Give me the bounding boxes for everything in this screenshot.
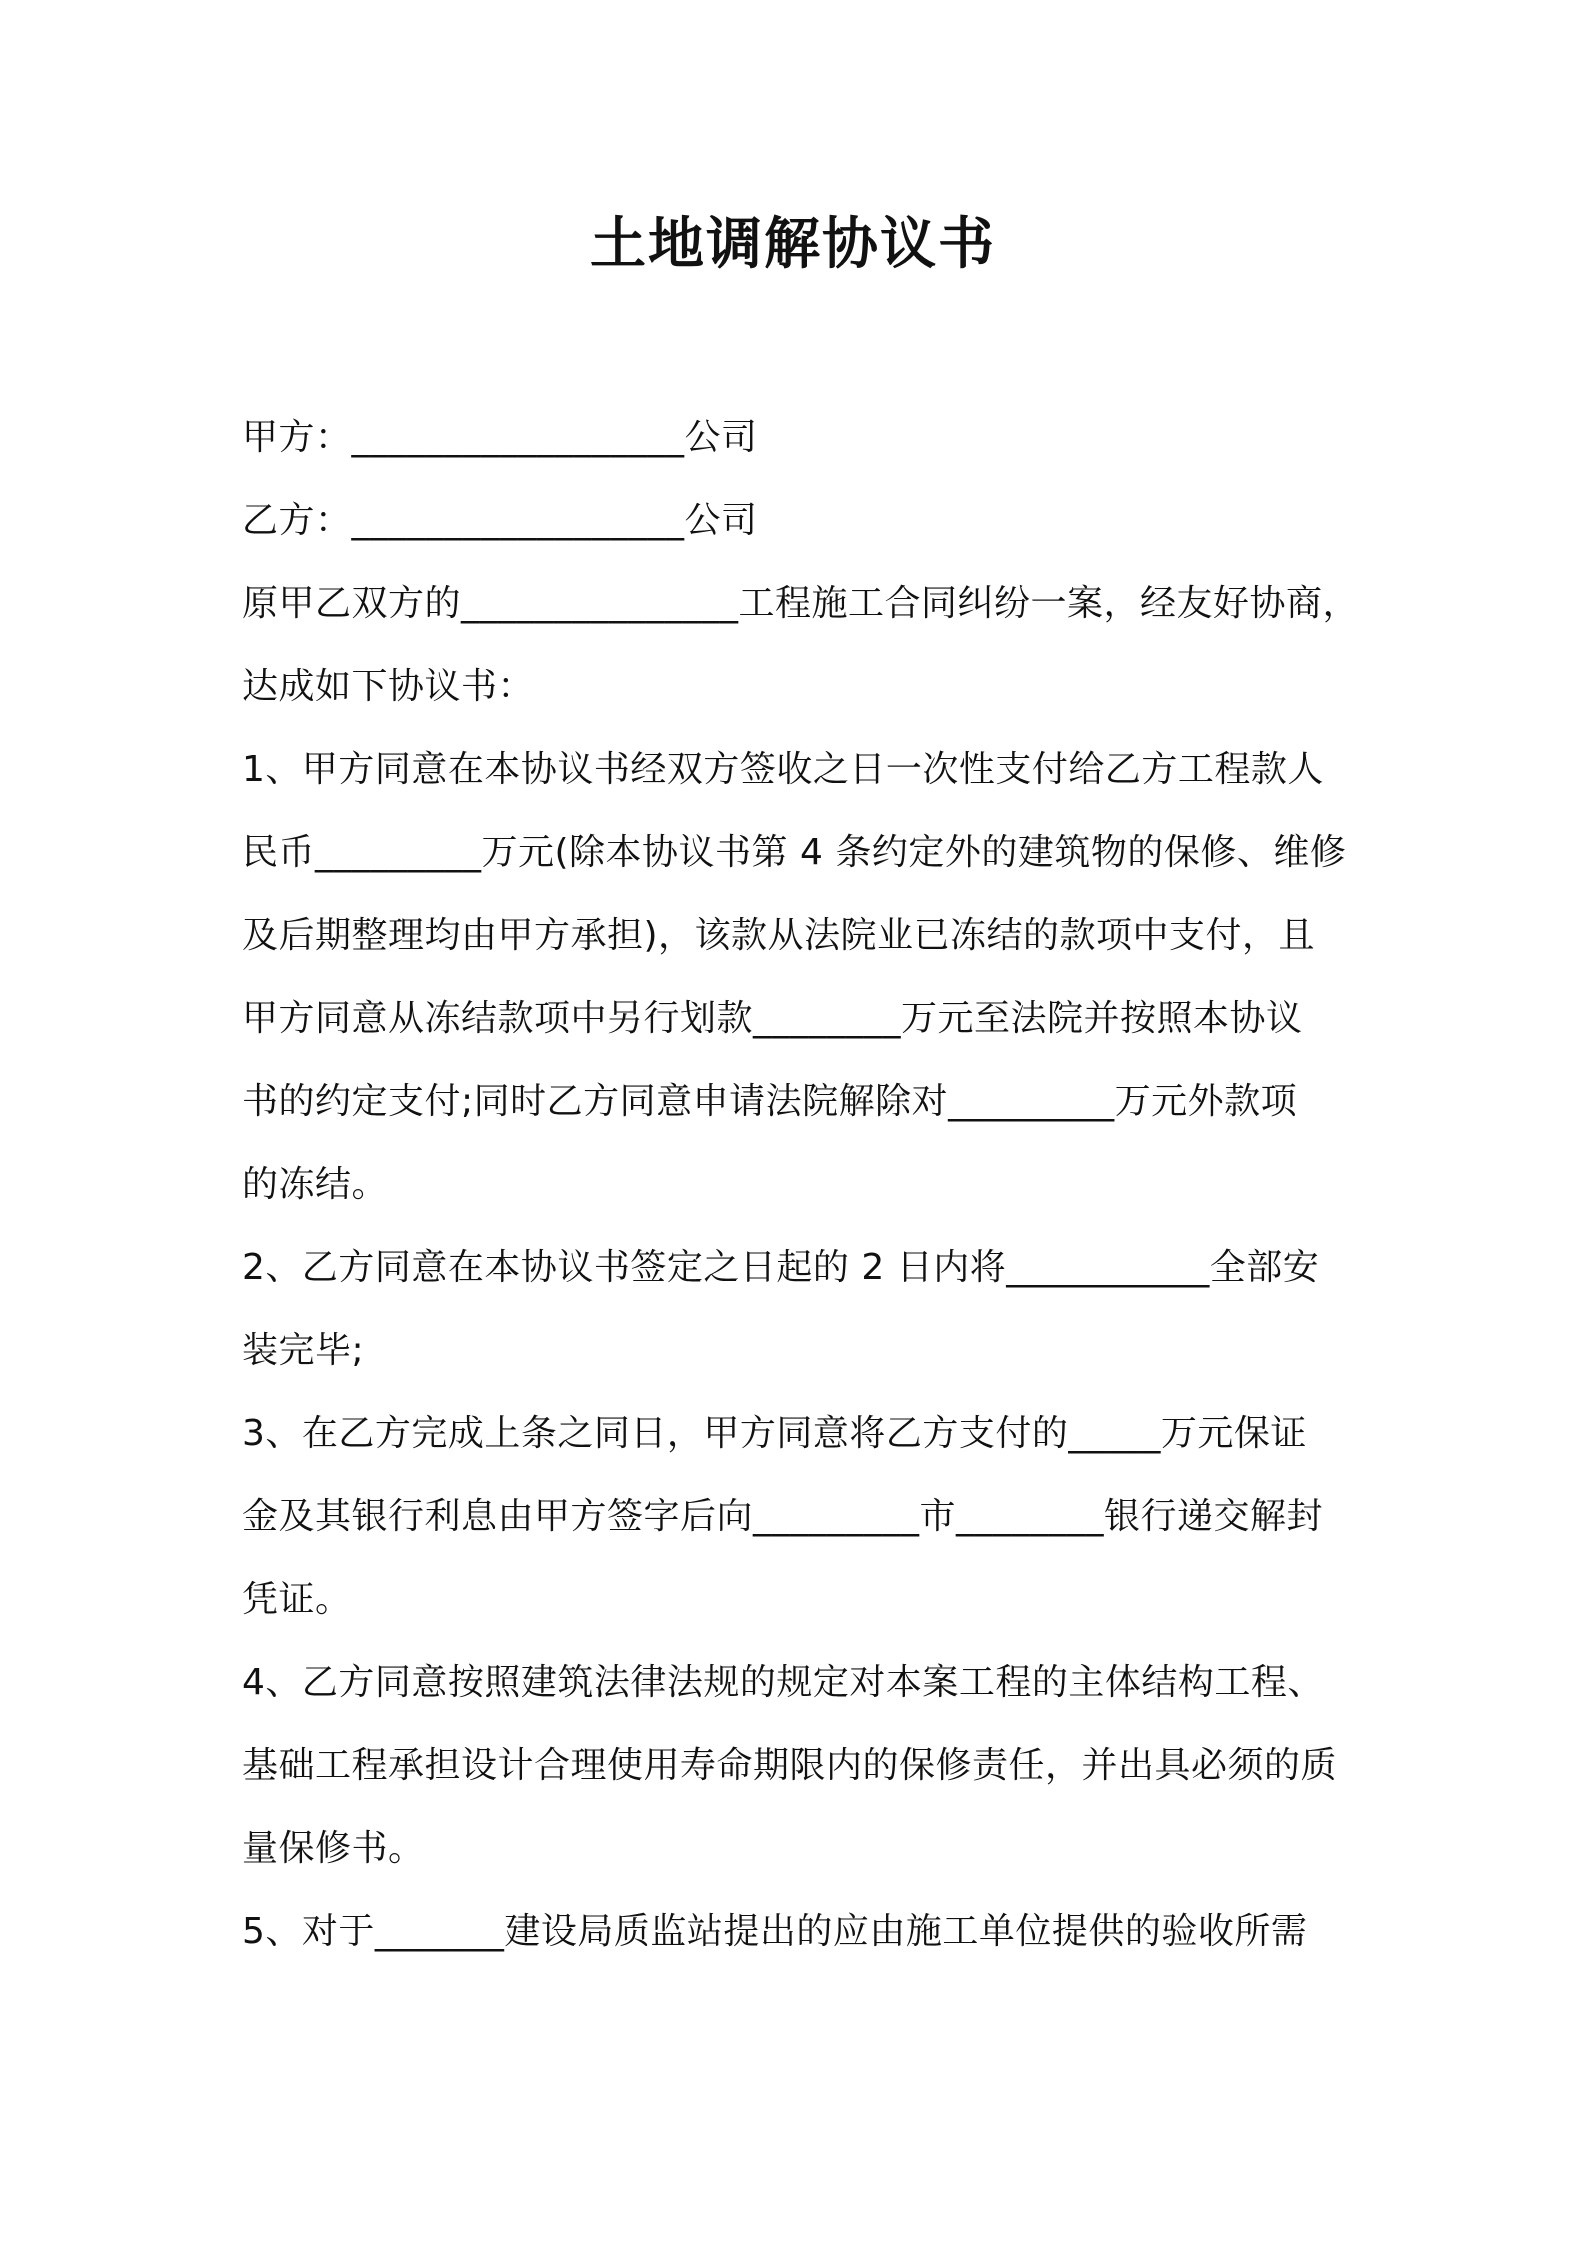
party-a-line: 甲方：__________________公司	[242, 417, 758, 458]
clause-1-line-1: 1、甲方同意在本协议书经双方签收之日一次性支付给乙方工程款人	[242, 749, 1324, 790]
clause-1-line-2: 民币_________万元(除本协议书第 4 条约定外的建筑物的保修、维修	[242, 832, 1347, 873]
clause-1-line-6: 的冻结。	[242, 1164, 389, 1205]
clause-3-line-1: 3、在乙方完成上条之同日，甲方同意将乙方支付的_____万元保证	[242, 1413, 1307, 1454]
clause-1-line-5: 书的约定支付;同时乙方同意申请法院解除对_________万元外款项	[242, 1081, 1298, 1122]
clause-1-line-3: 及后期整理均由甲方承担)，该款从法院业已冻结的款项中支付，且	[242, 915, 1316, 956]
clause-4-line-1: 4、乙方同意按照建筑法律法规的规定对本案工程的主体结构工程、	[242, 1662, 1324, 1703]
clause-4-line-2: 基础工程承担设计合理使用寿命期限内的保修责任，并出具必须的质	[242, 1745, 1338, 1786]
clause-2-line-1: 2、乙方同意在本协议书签定之日起的 2 日内将___________全部安	[242, 1247, 1320, 1288]
clause-3-line-2: 金及其银行利息由甲方签字后向_________市________银行递交解封	[242, 1496, 1324, 1537]
clause-2-line-2: 装完毕;	[242, 1330, 365, 1371]
document-title: 土地调解协议书	[590, 212, 996, 277]
party-b-line: 乙方：__________________公司	[242, 500, 758, 541]
preamble-line-2: 达成如下协议书：	[242, 666, 535, 707]
clause-1-line-4: 甲方同意从冻结款项中另行划款________万元至法院并按照本协议	[242, 998, 1303, 1039]
clause-3-line-3: 凭证。	[242, 1579, 352, 1620]
preamble-line-1: 原甲乙双方的_______________工程施工合同纠纷一案，经友好协商，	[242, 583, 1360, 624]
clause-5-line-1: 5、对于_______建设局质监站提出的应由施工单位提供的验收所需	[242, 1911, 1308, 1952]
clause-4-line-3: 量保修书。	[242, 1828, 425, 1869]
